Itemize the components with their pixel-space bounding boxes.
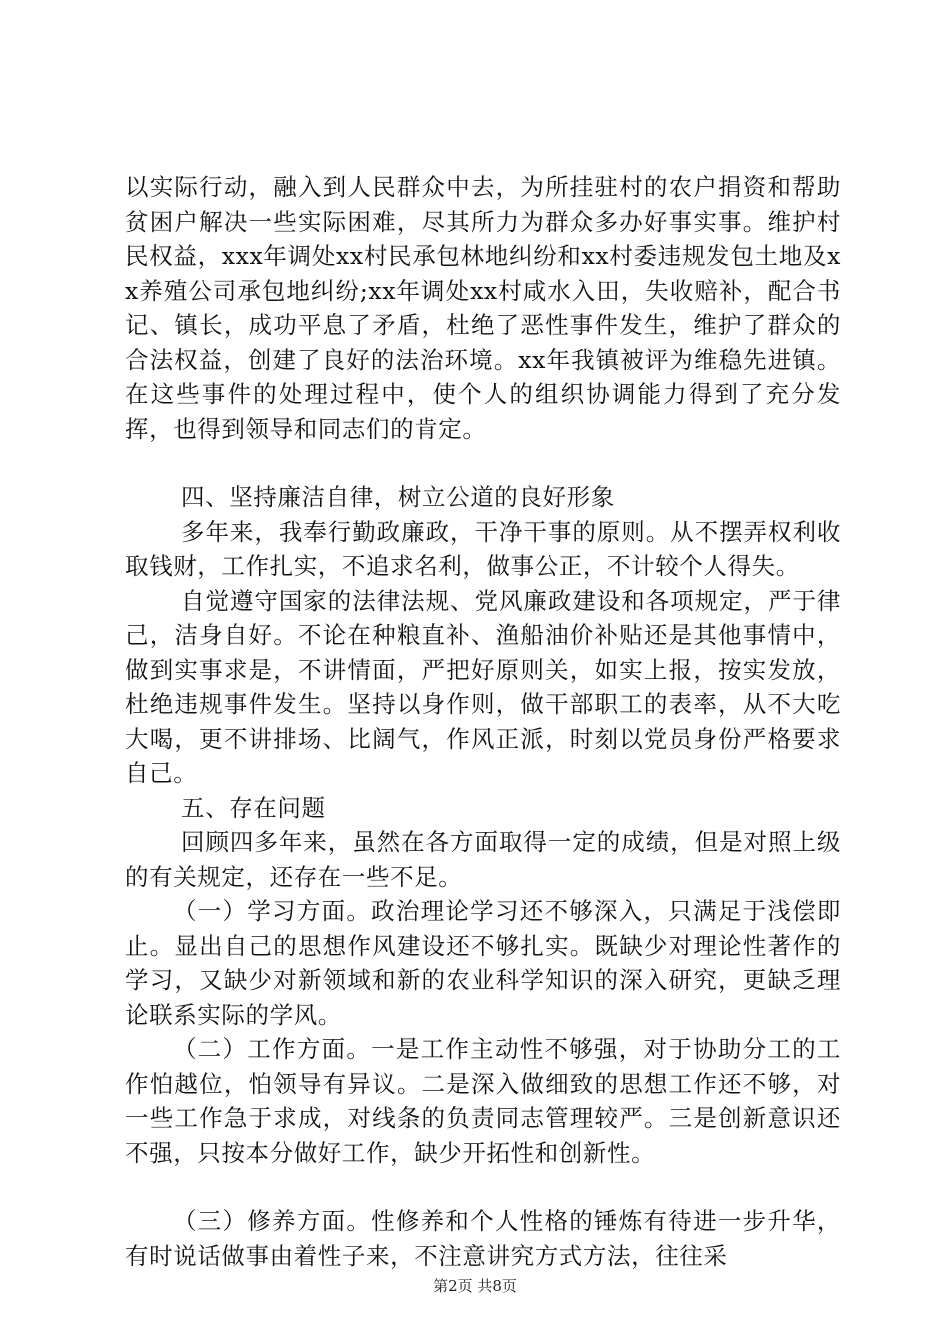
paragraph-work-issues: （二）工作方面。一是工作主动性不够强，对于协助分工的工作怕越位，怕领导有异议。二是深入做细致的思想工作还不够，对一些工作急于求成，对线条的负责同志管理较严。三是创新意识还不强，只按本分做好工作，缺少开拓性和创新性。 [125,1035,841,1167]
heading-section-four: 四、坚持廉洁自律，树立公道的良好形象 [181,483,615,511]
paragraph-study-issues: （一）学习方面。政治理论学习还不够深入，只满足于浅偿即止。显出自己的思想作风建设还不够扎实。既缺少对理论性著作的学习，又缺少对新领域和新的农业科学知识的深入研究，更缺乏理论联系实际的学风。 [125,897,841,1029]
paragraph-integrity: 多年来，我奉行勤政廉政，干净干事的原则。从不摆弄权利收取钱财，工作扎实，不追求名利，做事公正，不计较个人得失。 [125,517,841,580]
page-number-footer: 第2页 共8页 [433,1277,517,1295]
document-body [125,170,841,1273]
paragraph-self-discipline: 自觉遵守国家的法律法规、党风廉政建设和各项规定，严于律己，洁身自好。不论在种粮直补、渔船油价补贴还是其他事情中，做到实事求是，不讲情面，严把好原则关，如实上报，按实发放，杜绝违规事件发生。坚持以身作则，做干部职工的表率，从不大吃大喝，更不讲排场、比阔气，作风正派，时刻以党员身份严格要求自己。 [125,586,841,787]
paragraph-cultivation-issues: （三）修养方面。性修养和个人性格的锤炼有待进一步升华，有时说话做事由着性子来，不注意讲究方式方法，往往采 [125,1207,841,1270]
paragraph-community-work: 以实际行动，融入到人民群众中去，为所挂驻村的农户捐资和帮助贫困户解决一些实际困难，尽其所力为群众多办好事实事。维护村民权益，xxx年调处xx村民承包林地纠纷和xx村委违规发包土地及xx养殖公司承包地纠纷;xx年调处xx村咸水入田，失收赔补，配合书记、镇长，成功平息了矛盾，杜绝了恶性事件发生，维护了群众的合法权益，创建了良好的法治环境。xx年我镇被评为维稳先进镇。在这些事件的处理过程中，使个人的组织协调能力得到了充分发挥，也得到领导和同志们的肯定。 [125,173,841,443]
paragraph-review: 回顾四多年来，虽然在各方面取得一定的成绩，但是对照上级的有关规定，还存在一些不足。 [125,828,841,891]
heading-section-five: 五、存在问题 [181,793,326,822]
